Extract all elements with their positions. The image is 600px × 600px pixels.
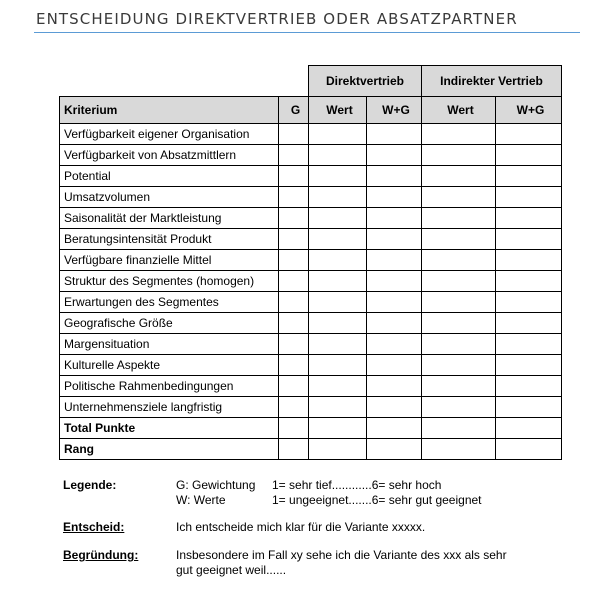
input-cell[interactable] [279,208,309,229]
input-cell[interactable] [309,292,367,313]
header-wg-direkt: W+G [367,97,422,124]
input-cell[interactable] [309,145,367,166]
input-cell[interactable] [496,187,562,208]
legend-w-label: W: Werte [176,493,226,507]
criteria-row [60,376,562,397]
input-cell[interactable] [279,313,309,334]
input-cell[interactable] [422,229,496,250]
input-cell[interactable] [496,229,562,250]
total-label: Total Punkte [60,418,279,439]
begruendung-line-2: gut geeignet weil...... [176,563,287,577]
input-cell[interactable] [309,418,367,439]
input-cell[interactable] [422,334,496,355]
begruendung-line-1: Insbesondere im Fall xy sehe ich die Variante des xxx als sehr [176,548,507,562]
rang-row [60,439,562,460]
input-cell[interactable] [309,271,367,292]
rang-label: Rang [60,439,279,460]
input-cell[interactable] [367,313,422,334]
legend-label: Legende: [63,478,117,492]
input-cell[interactable] [367,229,422,250]
criteria-label: Potential [60,166,279,187]
input-cell[interactable] [309,250,367,271]
legend-g-label: G: Gewichtung [176,478,256,492]
input-cell[interactable] [367,208,422,229]
input-cell[interactable] [422,397,496,418]
group-direktvertrieb: Direktvertrieb [309,66,422,97]
input-cell[interactable] [279,124,309,145]
criteria-row [60,397,562,418]
input-cell[interactable] [367,145,422,166]
input-cell[interactable] [496,418,562,439]
legend-w-scale: 1= ungeeignet.......6= sehr gut geeignet [272,493,482,507]
input-cell[interactable] [309,229,367,250]
criteria-row [60,208,562,229]
header-kriterium: Kriterium [60,97,279,124]
input-cell[interactable] [367,166,422,187]
input-cell[interactable] [279,418,309,439]
criteria-label: Politische Rahmenbedingungen [60,376,279,397]
input-cell[interactable] [496,355,562,376]
input-cell[interactable] [367,355,422,376]
criteria-row [60,313,562,334]
criteria-label: Beratungsintensität Produkt [60,229,279,250]
input-cell[interactable] [422,355,496,376]
group-indirekter-vertrieb: Indirekter Vertrieb [422,66,562,97]
begruendung-label: Begründung: [63,548,139,562]
input-cell[interactable] [279,271,309,292]
input-cell[interactable] [422,313,496,334]
input-cell[interactable] [422,439,496,460]
input-cell[interactable] [367,376,422,397]
input-cell[interactable] [279,334,309,355]
input-cell[interactable] [279,355,309,376]
input-cell[interactable] [367,124,422,145]
input-cell[interactable] [367,334,422,355]
criteria-label: Verfügbarkeit eigener Organisation [60,124,279,145]
input-cell[interactable] [422,145,496,166]
input-cell[interactable] [309,313,367,334]
input-cell[interactable] [279,166,309,187]
input-cell[interactable] [422,166,496,187]
input-cell[interactable] [422,250,496,271]
input-cell[interactable] [309,187,367,208]
header-wg-indirekt: W+G [496,97,562,124]
input-cell[interactable] [496,376,562,397]
input-cell[interactable] [309,439,367,460]
input-cell[interactable] [279,229,309,250]
input-cell[interactable] [309,355,367,376]
criteria-row [60,271,562,292]
criteria-row [60,334,562,355]
input-cell[interactable] [496,166,562,187]
input-cell[interactable] [496,250,562,271]
input-cell[interactable] [279,145,309,166]
input-cell[interactable] [496,439,562,460]
criteria-label: Verfügbarkeit von Absatzmittlern [60,145,279,166]
page-title: ENTSCHEIDUNG DIREKTVERTRIEB ODER ABSATZPARTNER [36,10,518,28]
input-cell[interactable] [309,124,367,145]
input-cell[interactable] [496,124,562,145]
input-cell[interactable] [279,439,309,460]
input-cell[interactable] [367,292,422,313]
input-cell[interactable] [422,208,496,229]
input-cell[interactable] [309,208,367,229]
input-cell[interactable] [422,187,496,208]
input-cell[interactable] [367,250,422,271]
criteria-label: Margensituation [60,334,279,355]
input-cell[interactable] [496,292,562,313]
criteria-row [60,166,562,187]
criteria-row [60,124,562,145]
criteria-label: Saisonalität der Marktleistung [60,208,279,229]
criteria-row [60,145,562,166]
header-wert-indirekt: Wert [422,97,496,124]
input-cell[interactable] [367,439,422,460]
criteria-label: Struktur des Segmentes (homogen) [60,271,279,292]
input-cell[interactable] [422,292,496,313]
input-cell[interactable] [367,397,422,418]
input-cell[interactable] [496,313,562,334]
input-cell[interactable] [367,418,422,439]
input-cell[interactable] [422,124,496,145]
input-cell[interactable] [279,292,309,313]
input-cell[interactable] [496,208,562,229]
criteria-row [60,355,562,376]
input-cell[interactable] [279,376,309,397]
input-cell[interactable] [422,418,496,439]
input-cell[interactable] [309,376,367,397]
title-divider [34,32,580,33]
input-cell[interactable] [367,187,422,208]
input-cell[interactable] [279,250,309,271]
input-cell[interactable] [496,271,562,292]
criteria-label: Kulturelle Aspekte [60,355,279,376]
total-row [60,418,562,439]
criteria-row [60,250,562,271]
column-header-row [60,97,562,124]
input-cell[interactable] [422,376,496,397]
criteria-table [59,65,562,460]
header-wert-direkt: Wert [309,97,367,124]
input-cell[interactable] [367,271,422,292]
criteria-row [60,187,562,208]
criteria-row [60,229,562,250]
group-header-row [60,66,562,97]
criteria-label: Erwartungen des Segmentes [60,292,279,313]
criteria-label: Unternehmensziele langfristig [60,397,279,418]
criteria-label: Geografische Größe [60,313,279,334]
entscheid-label: Entscheid: [63,520,125,534]
input-cell[interactable] [309,166,367,187]
criteria-label: Umsatzvolumen [60,187,279,208]
entscheid-text: Ich entscheide mich klar für die Variante xxxxx. [176,520,426,534]
input-cell[interactable] [279,397,309,418]
header-g: G [279,97,309,124]
input-cell[interactable] [279,187,309,208]
criteria-label: Verfügbare finanzielle Mittel [60,250,279,271]
input-cell[interactable] [422,271,496,292]
criteria-row [60,292,562,313]
input-cell[interactable] [496,334,562,355]
input-cell[interactable] [309,397,367,418]
input-cell[interactable] [309,334,367,355]
legend-g-scale: 1= sehr tief............6= sehr hoch [272,478,442,492]
input-cell[interactable] [496,145,562,166]
input-cell[interactable] [496,397,562,418]
